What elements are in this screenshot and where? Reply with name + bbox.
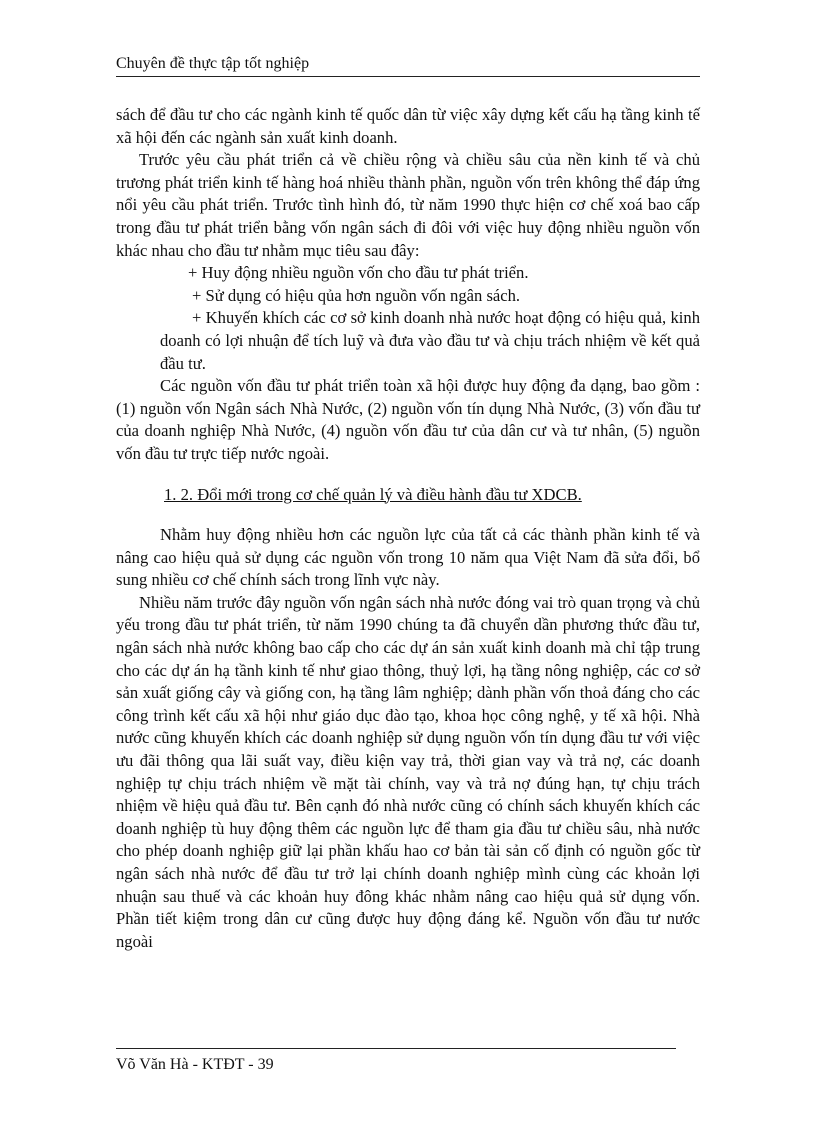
bullet-item: + Huy động nhiều nguồn vốn cho đầu tư phát triển. [188, 263, 529, 283]
footer-divider [116, 1048, 676, 1049]
paragraph-requirements: Trước yêu cầu phát triển cả về chiều rộng và chiều sâu của nền kinh tế và chủ trương phát triển kinh tế hàng hoá nhiều thành phần, nguồn vốn trên không thể đáp ứng nổi yêu cầu phát triển. Trước tình hình đó, từ năm 1990 thực hiện cơ chế xoá bao cấp trong đầu tư phát triển bằng vốn ngân sách đi đôi với việc huy động nhiều nguồn vốn khác nhau cho đầu tư nhằm mục tiêu sau đây: [116, 150, 700, 260]
page-footer: Võ Văn Hà - KTĐT - 39 [116, 1056, 274, 1073]
spacer [116, 466, 700, 484]
bullet-item: + Khuyến khích các cơ sở kinh doanh nhà nước hoạt động có hiệu quả, kinh doanh có lợi nhuận để tích luỹ và đưa vào đầu tư và chịu trách nhiệm về kết quả đầu tư. [160, 308, 700, 373]
paragraph-mobilization: Nhằm huy động nhiều hơn các nguồn lực của tất cả các thành phần kinh tế và nâng cao hiệu quả sử dụng các nguồn vốn trong 10 năm qua Việt Nam đã sửa đổi, bổ sung nhiều cơ chế chính sách trong lĩnh vực này. [116, 525, 700, 590]
spacer [116, 506, 700, 524]
page-header: Chuyên đề thực tập tốt nghiệp [116, 55, 310, 72]
paragraph-intro: sách để đầu tư cho các ngành kinh tế quốc dân từ việc xây dựng kết cấu hạ tầng kinh tế xã hội đến các ngành sản xuất kinh doanh. [116, 105, 700, 147]
section-heading: 1. 2. Đổi mới trong cơ chế quản lý và điều hành đầu tư XDCB. [164, 484, 582, 504]
bullet-item: + Sử dụng có hiệu qủa hơn nguồn vốn ngân sách. [192, 285, 521, 305]
header-divider [116, 76, 700, 77]
paragraph-budget-history: Nhiều năm trước đây nguồn vốn ngân sách nhà nước đóng vai trò quan trọng và chủ yếu trong đầu tư phát triển, từ năm 1990 chúng ta đã chuyển dần phương thức đầu tư, ngân sách nhà nước không bao cấp cho các dự án sản xuất kinh doanh mà chỉ tập trung cho các dự án hạ tầnh kinh tế như giao thông, thuỷ lợi, hạ tầng nông nghiệp, các cơ sở sản xuất giống cây và giống con, hạ tầng lâm nghiệp; dành phần vốn thoả đáng cho các công trình kết cấu xã hội như giáo dục đào tạo, khoa học công nghệ, y tế xã hội. Nhà nước cũng khuyến khích các doanh nghiệp sử dụng nguồn vốn tín dụng đầu tư với việc ưu đãi thông qua lãi suất vay, điều kiện vay trả, thời gian vay và trả nợ, các doanh nghiệp tự chịu trách nhiệm về mặt tài chính, vay và trả nợ đúng hạn, tự chịu trách nhiệm về hiệu quả đầu tư. Bên cạnh đó nhà nước cũng có chính sách khuyến khích các doanh nghiệp tù huy động thêm các nguồn lực để tham gia đầu tư chiều sâu, nhà nước cho phép doanh nghiệp giữ lại phần khấu hao cơ bản tài sản cố định có nguồn gốc từ ngân sách nhà nước để đầu tư trở lại chính doanh nghiệp mình cùng các khoản lợi nhuận sau thuế và các khoản huy đông khác nhằm nâng cao hiệu quả sử dụng vốn. Phần tiết kiệm trong dân cư cũng được huy động đáng kể. Nguồn vốn đầu tư nước ngoài [116, 592, 700, 951]
page-body [116, 104, 700, 953]
paragraph-funding-sources: Các nguồn vốn đầu tư phát triển toàn xã hội được huy động đa dạng, bao gồm : (1) nguồn vốn Ngân sách Nhà Nước, (2) nguồn vốn tín dụng Nhà Nước, (3) vốn đầu tư của doanh nghiệp Nhà Nước, (4) nguồn vốn đầu tư của dân cư và tư nhân, (5) nguồn vốn đầu tư trực tiếp nước ngoài. [116, 376, 700, 463]
